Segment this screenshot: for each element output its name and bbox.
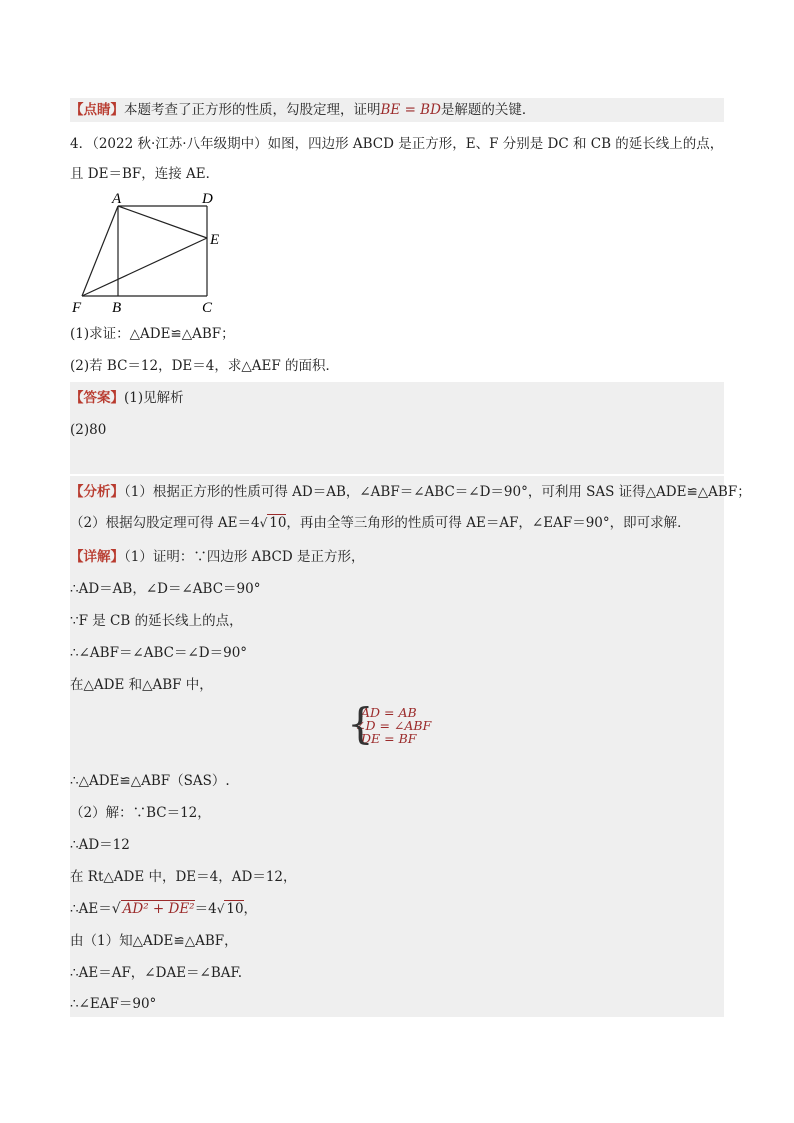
question-part-1: (1)求证：△ADE≌△ABF；	[70, 326, 235, 342]
segment-FE	[82, 238, 207, 296]
detail-text-10b: ＝4	[194, 901, 217, 917]
segment-AE	[118, 206, 207, 238]
geometry-figure	[70, 190, 230, 320]
equation-system	[347, 699, 432, 748]
analysis-tag: 【分析】	[70, 484, 124, 500]
label-C: C	[202, 300, 213, 316]
detail-line-9: 在 Rt△ADE 中，DE＝4，AD＝12，	[70, 869, 297, 885]
detail-line-7: （2）解：∵BC＝12，	[70, 805, 211, 821]
label-E: E	[210, 232, 220, 248]
detail-text-10a: ∴AE＝	[70, 901, 112, 917]
system-line-1: AD = AB	[361, 705, 417, 720]
detail-line-10: ∴AE＝√ AD² + DE²＝4√ 10，	[70, 901, 258, 917]
analysis-text-1: （1）根据正方形的性质可得 AD＝AB，∠ABF＝∠ABC＝∠D＝90°，可利用 SAS 证得△ADE≌△ABF；	[124, 484, 751, 500]
answer-line-1	[70, 388, 724, 408]
detail-line-11: 由（1）知△ADE≌△ABF，	[70, 933, 238, 949]
detail-line-6: ∴△ADE≌△ABF（SAS）.	[70, 773, 230, 789]
analysis-line-2: （2）根据勾股定理可得 AE＝4√ 10，再由全等三角形的性质可得 AE＝AF，∠EAF＝90°，即可求解．	[70, 515, 691, 531]
system-line-2: ∠D = ∠ABF	[355, 718, 432, 733]
label-F: F	[72, 300, 82, 316]
analysis-text-2a: （2）根据勾股定理可得 AE＝4	[70, 515, 260, 531]
detail-text-1: （1）证明：∵四边形 ABCD 是正方形，	[124, 549, 365, 565]
label-B: B	[112, 300, 122, 316]
detail-sqrt-2: 10	[226, 901, 244, 917]
brace-icon: {	[347, 699, 374, 748]
detail-line-1	[70, 547, 724, 567]
answer-line-2: (2)80	[70, 422, 107, 438]
detail-line-13: ∴∠EAF＝90°	[70, 996, 157, 1012]
question-line-1: 4．（2022 秋·江苏·八年级期中）如图，四边形 ABCD 是正方形，E、F 分别是 DC 和 CB 的延长线上的点，	[70, 136, 724, 152]
analysis-text-2b: ，再由全等三角形的性质可得 AE＝AF，∠EAF＝90°，即可求解．	[286, 515, 691, 531]
dianjing-row	[70, 98, 724, 122]
detail-line-12: ∴AE＝AF，∠DAE＝∠BAF.	[70, 965, 243, 981]
detail-tag: 【详解】	[70, 549, 124, 565]
detail-line-5: 在△ADE 和△ABF 中，	[70, 677, 213, 693]
label-D: D	[202, 191, 213, 207]
dianjing-text-after: 是解题的关键．	[440, 102, 536, 118]
detail-sqrt-1: AD² + DE²	[122, 901, 195, 917]
detail-line-8: ∴AD＝12	[70, 837, 130, 853]
dianjing-tag: 【点睛】	[70, 102, 124, 118]
detail-line-3: ∵F 是 CB 的延长线上的点，	[70, 613, 243, 629]
question-part-2: (2)若 BC＝12，DE＝4，求△AEF 的面积．	[70, 358, 340, 374]
detail-line-4: ∴∠ABF＝∠ABC＝∠D＝90°	[70, 645, 248, 661]
analysis-sqrt: 10	[269, 515, 287, 531]
detail-text-10c: ，	[243, 901, 258, 917]
answer-tag: 【答案】	[70, 390, 124, 406]
segment-AF	[82, 206, 118, 296]
detail-line-2: ∴AD＝AB，∠D＝∠ABC＝90°	[70, 581, 261, 597]
dianjing-text-before: 本题考查了正方形的性质，勾股定理，证明	[124, 102, 381, 118]
analysis-line-1	[70, 482, 751, 502]
system-line-3: DE = BF	[361, 731, 417, 746]
question-line-2: 且 DE＝BF，连接 AE．	[70, 166, 220, 182]
label-A: A	[112, 191, 122, 207]
dianjing-math: BE = BD	[380, 102, 441, 118]
answer-part-1: (1)见解析	[124, 390, 184, 406]
